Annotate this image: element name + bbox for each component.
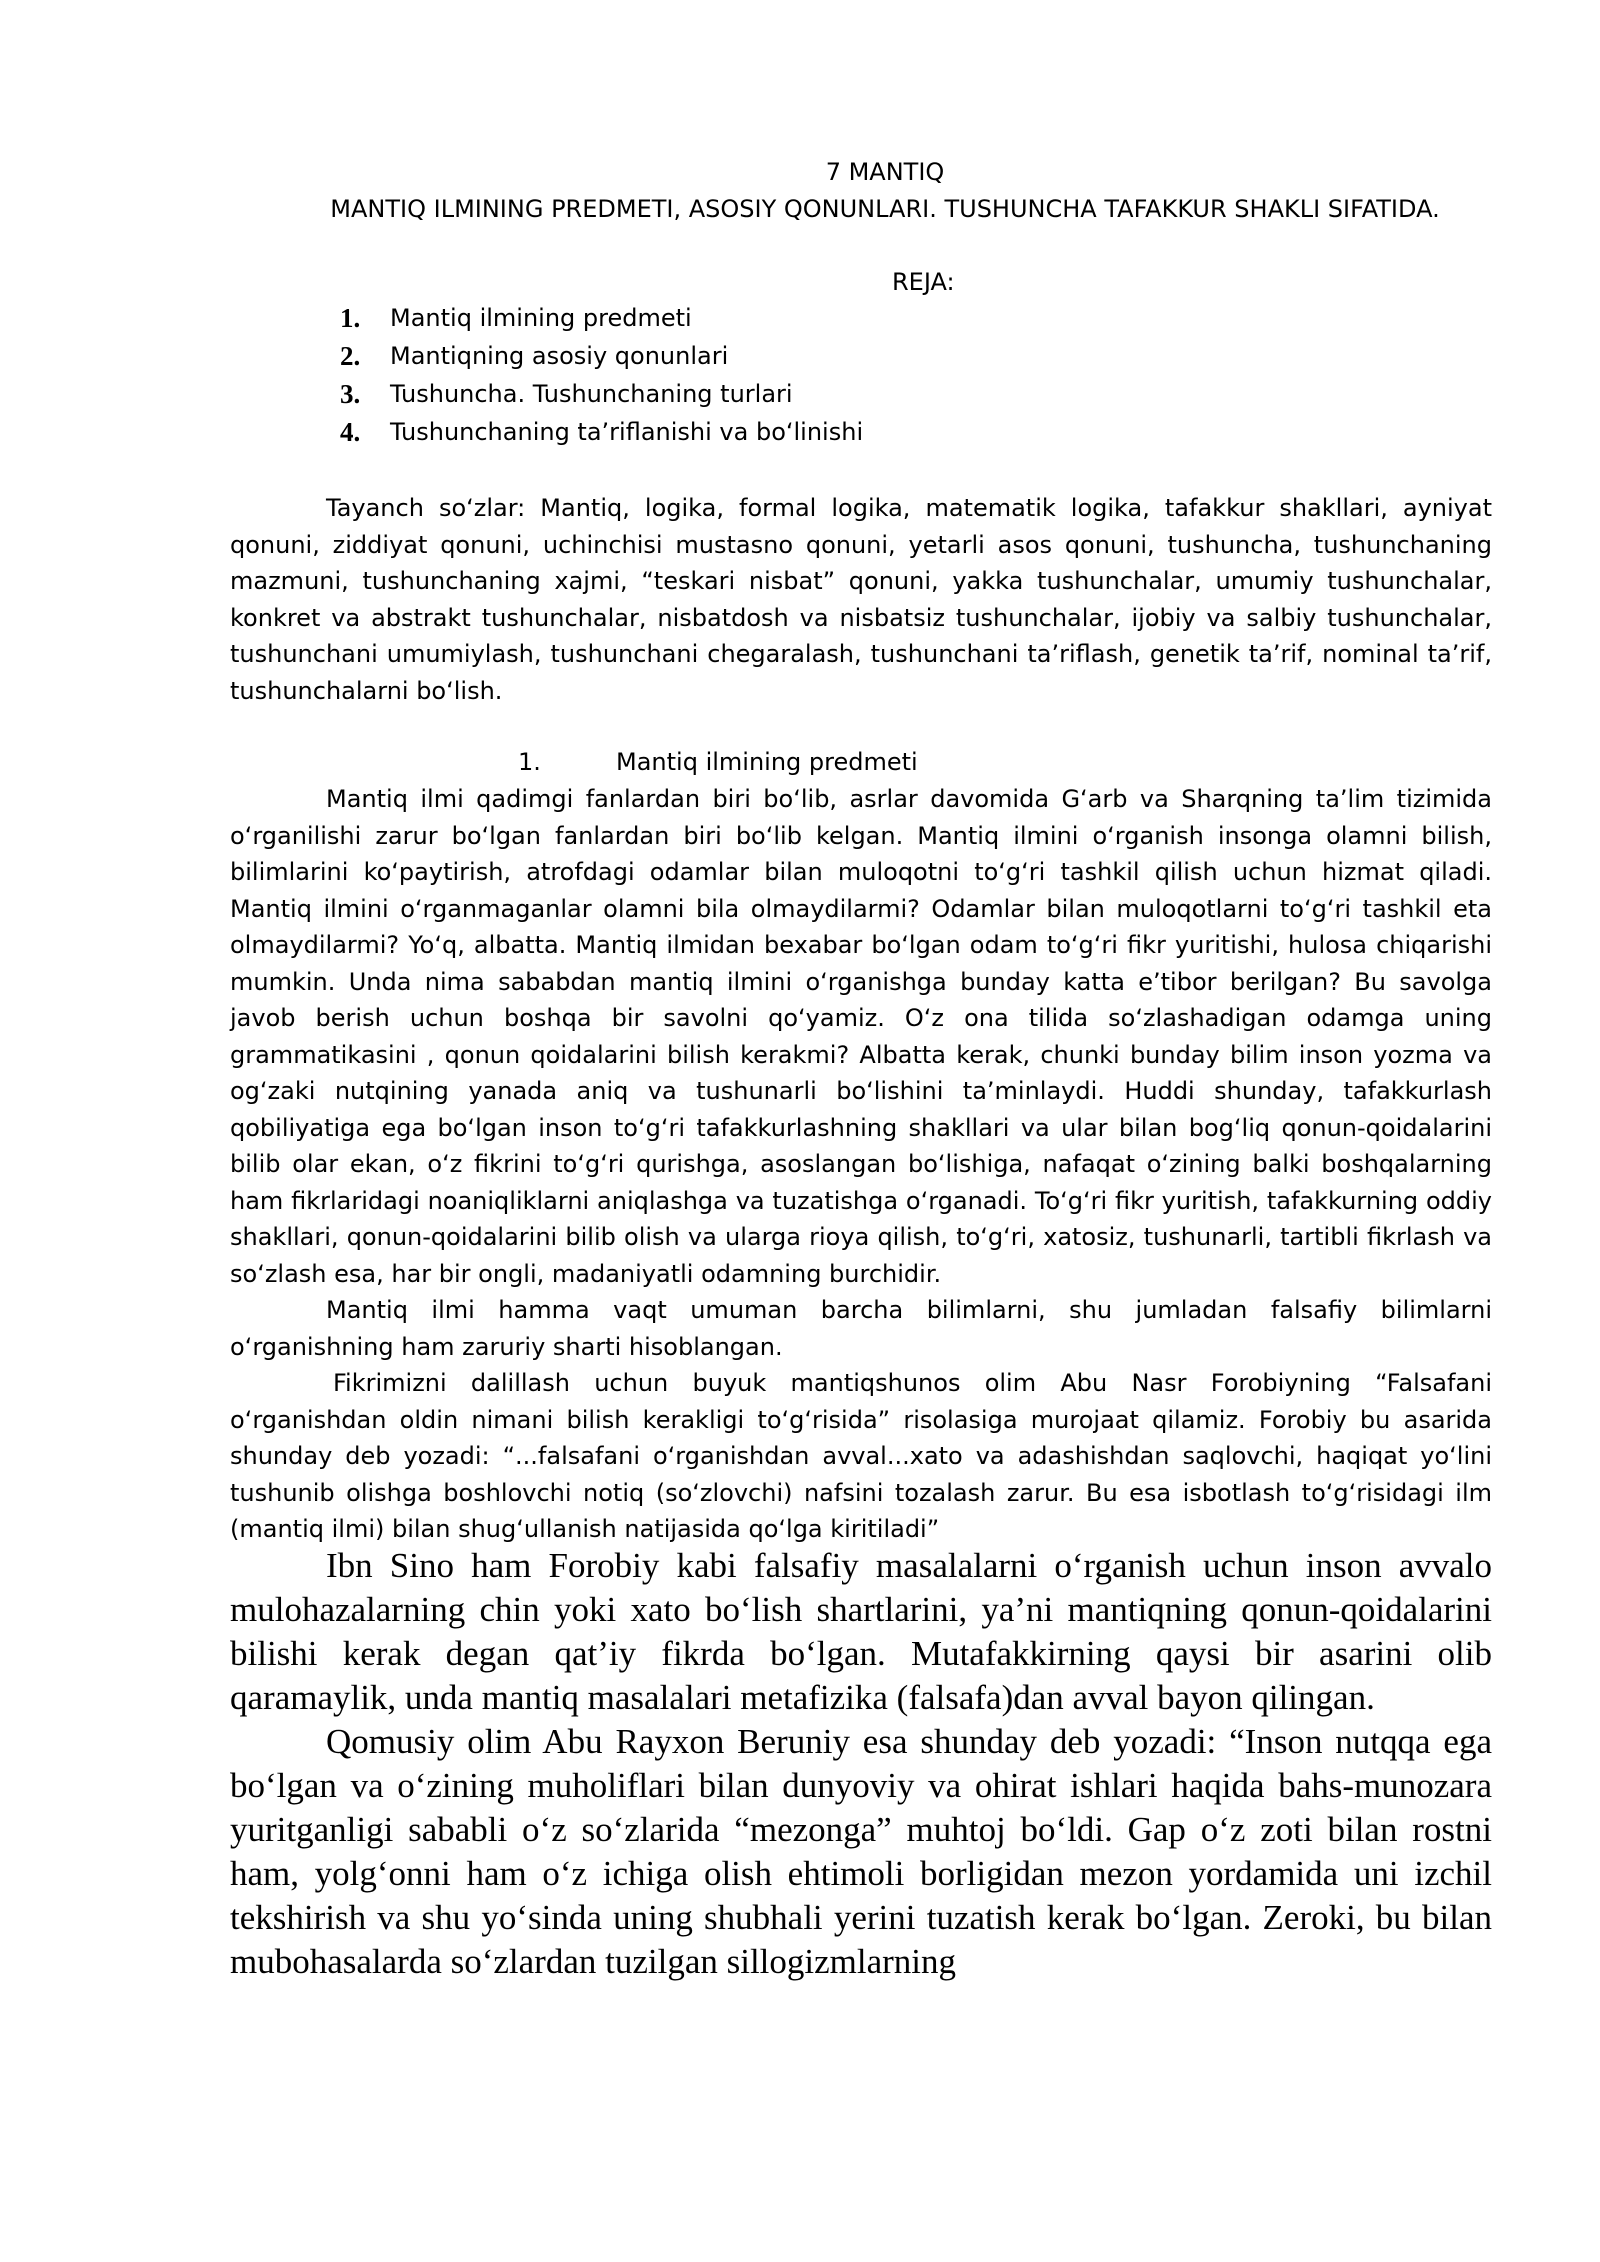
- body-paragraph: Mantiq ilmi hamma vaqt umuman barcha bilimlarni, shu jumladan falsafiy bilimlarni o‘rganishning ham zaruriy sharti hisoblangan.: [230, 1296, 1492, 1361]
- plan-item-text: Tushuncha. Tushunchaning turlari: [390, 380, 793, 408]
- body-paragraph: Mantiq ilmi qadimgi fanlardan biri bo‘lib, asrlar davomida G‘arb va Sharqning ta’lim tizimida o‘rganilishi zarur bo‘lgan fanlardan biri bo‘lib kelgan. Mantiq ilmini o‘rganish insonga olamni bilish, bilimlarini ko‘paytirish, atrofdagi odamlar bilan muloqotni to‘g‘ri tashkil qilish uchun hizmat qiladi. Mantiq ilmini o‘rganmaganlar olamni bila olmaydilarmi? Odamlar bilan muloqotlarni to‘g‘ri tashkil eta olmaydilarmi? Yo‘q, albatta. Mantiq ilmidan bexabar bo‘lgan odam to‘g‘ri fikr yuritishi, hulosa chiqarishi mumkin. Unda nima sababdan mantiq ilmini o‘rganishga bunday katta e’tibor berilgan? Bu savolga javob berish uchun boshqa bir savolni qo‘yamiz. O‘z ona tilida so‘zlashadigan odamga uning grammatikasini , qonun qoidalarini bilish kerakmi? Albatta kerak, chunki bunday bilim inson yozma va og‘zaki nutqining yanada aniq va tushunarli bo‘lishini ta’minlaydi. Huddi shunday, tafakkurlash qobiliyatiga ega bo‘lgan inson to‘g‘ri tafakkurlashning shakllari va ular bilan bog‘liq qonun-qoidalarini bilib olar ekan, o‘z fikrini to‘g‘ri qurishga, asoslangan bo‘lishiga, nafaqat o‘zining balki boshqalarning ham fikrlaridagi noaniqliklarni aniqlashga va tuzatishga o‘rganadi. To‘g‘ri fikr yuritish, tafakkurning oddiy shakllari, qonun-qoidalarini bilib olish va ularga rioya qilish, to‘g‘ri, xatosiz, tushunarli, tartibli fikrlash va so‘zlash esa, har bir ongli, madaniyatli odamning burchidir.: [230, 785, 1492, 1288]
- serif-section-body: [230, 1544, 1492, 1984]
- plan-item-number: 4.: [340, 417, 361, 447]
- plan-item-number: 1.: [340, 303, 361, 333]
- plan-item-number: 2.: [340, 341, 361, 371]
- plan-item: [330, 299, 863, 337]
- plan-item-text: Mantiq ilmining predmeti: [390, 304, 692, 332]
- section-body: [230, 781, 1492, 1548]
- body-paragraph: Qomusiy olim Abu Rayxon Beruniy esa shunday deb yozadi: “Inson nutqqa ega bo‘lgan va o‘zining muholiflari bilan dunyoviy va ohirat ishlari haqida bahs-munozara yuritganligi sababli o‘z so‘zlarida “mezonga” muhtoj bo‘ldi. Gap o‘z zoti bilan rostni ham, yolg‘onni ham o‘z ichiga olish ehtimoli borligidan mezon yordamida uni izchil tekshirish va shu yo‘sinda uning shubhali yerini tuzatish kerak bo‘lgan. Zeroki, bu bilan mubohasalarda so‘zlardan tuzilgan sillogizmlarning: [230, 1722, 1492, 1981]
- keywords-paragraph: Tayanch so‘zlar: Mantiq, logika, formal logika, matematik logika, tafakkur shakllari, ayniyat qonuni, ziddiyat qonuni, uchinchisi mustasno qonuni, yetarli asos qonuni, tushuncha, tushunchaning mazmuni, tushunchaning xajmi, “teskari nisbat” qonuni, yakka tushunchalar, umumiy tushunchalar, konkret va abstrakt tushunchalar, nisbatdosh va nisbatsiz tushunchalar, ijobiy va salbiy tushunchalar, tushunchani umumiylash, tushunchani chegaralash, tushunchani ta’riflash, genetik ta’rif, nominal ta’rif, tushunchalarni bo‘lish.: [230, 494, 1492, 705]
- title-block: [230, 154, 1540, 227]
- plan-list: [330, 299, 863, 451]
- section-heading: [518, 744, 918, 781]
- body-paragraph: Fikrimizni dalillash uchun buyuk mantiqshunos olim Abu Nasr Forobiyning “Falsafani o‘rganishdan oldin nimani bilish kerakligi to‘g‘risida” risolasiga murojaat qilamiz. Forobiy bu asarida shunday deb yozadi: “...falsafani o‘rganishdan avval...xato va adashishdan saqlovchi, haqiqat yo‘lini tushunib olishga boshlovchi notiq (so‘zlovchi) nafsini tozalash zarur. Bu esa isbotlash to‘g‘risidagi ilm (mantiq ilmi) bilan shug‘ullanish natijasida qo‘lga kiritiladi”: [230, 1369, 1492, 1543]
- chapter-label: 7 MANTIQ: [825, 158, 945, 186]
- page-title: MANTIQ ILMINING PREDMETI, ASOSIY QONUNLARI. TUSHUNCHA TAFAKKUR SHAKLI SIFATIDA.: [330, 194, 1440, 223]
- section-title: Mantiq ilmining predmeti: [616, 748, 918, 776]
- keywords-block: [230, 490, 1492, 709]
- plan-item: [330, 375, 863, 413]
- plan-item-number: 3.: [340, 379, 361, 409]
- plan-item: [330, 337, 863, 375]
- body-paragraph: Ibn Sino ham Forobiy kabi falsafiy masalalarni o‘rganish uchun inson avvalo mulohazalarning chin yoki xato bo‘lish shartlarini, ya’ni mantiqning qonun-qoidalarini bilishi kerak degan qat’iy fikrda bo‘lgan. Mutafakkirning qaysi bir asarini olib qaramaylik, unda mantiq masalalari metafizika (falsafa)dan avval bayon qilingan.: [230, 1546, 1492, 1717]
- section-number: 1.: [518, 748, 541, 776]
- plan-item-text: Mantiqning asosiy qonunlari: [390, 342, 729, 370]
- plan-item: [330, 413, 863, 451]
- plan-label: REJA:: [892, 268, 955, 296]
- plan-item-text: Tushunchaning ta’riflanishi va bo‘linishi: [390, 418, 864, 446]
